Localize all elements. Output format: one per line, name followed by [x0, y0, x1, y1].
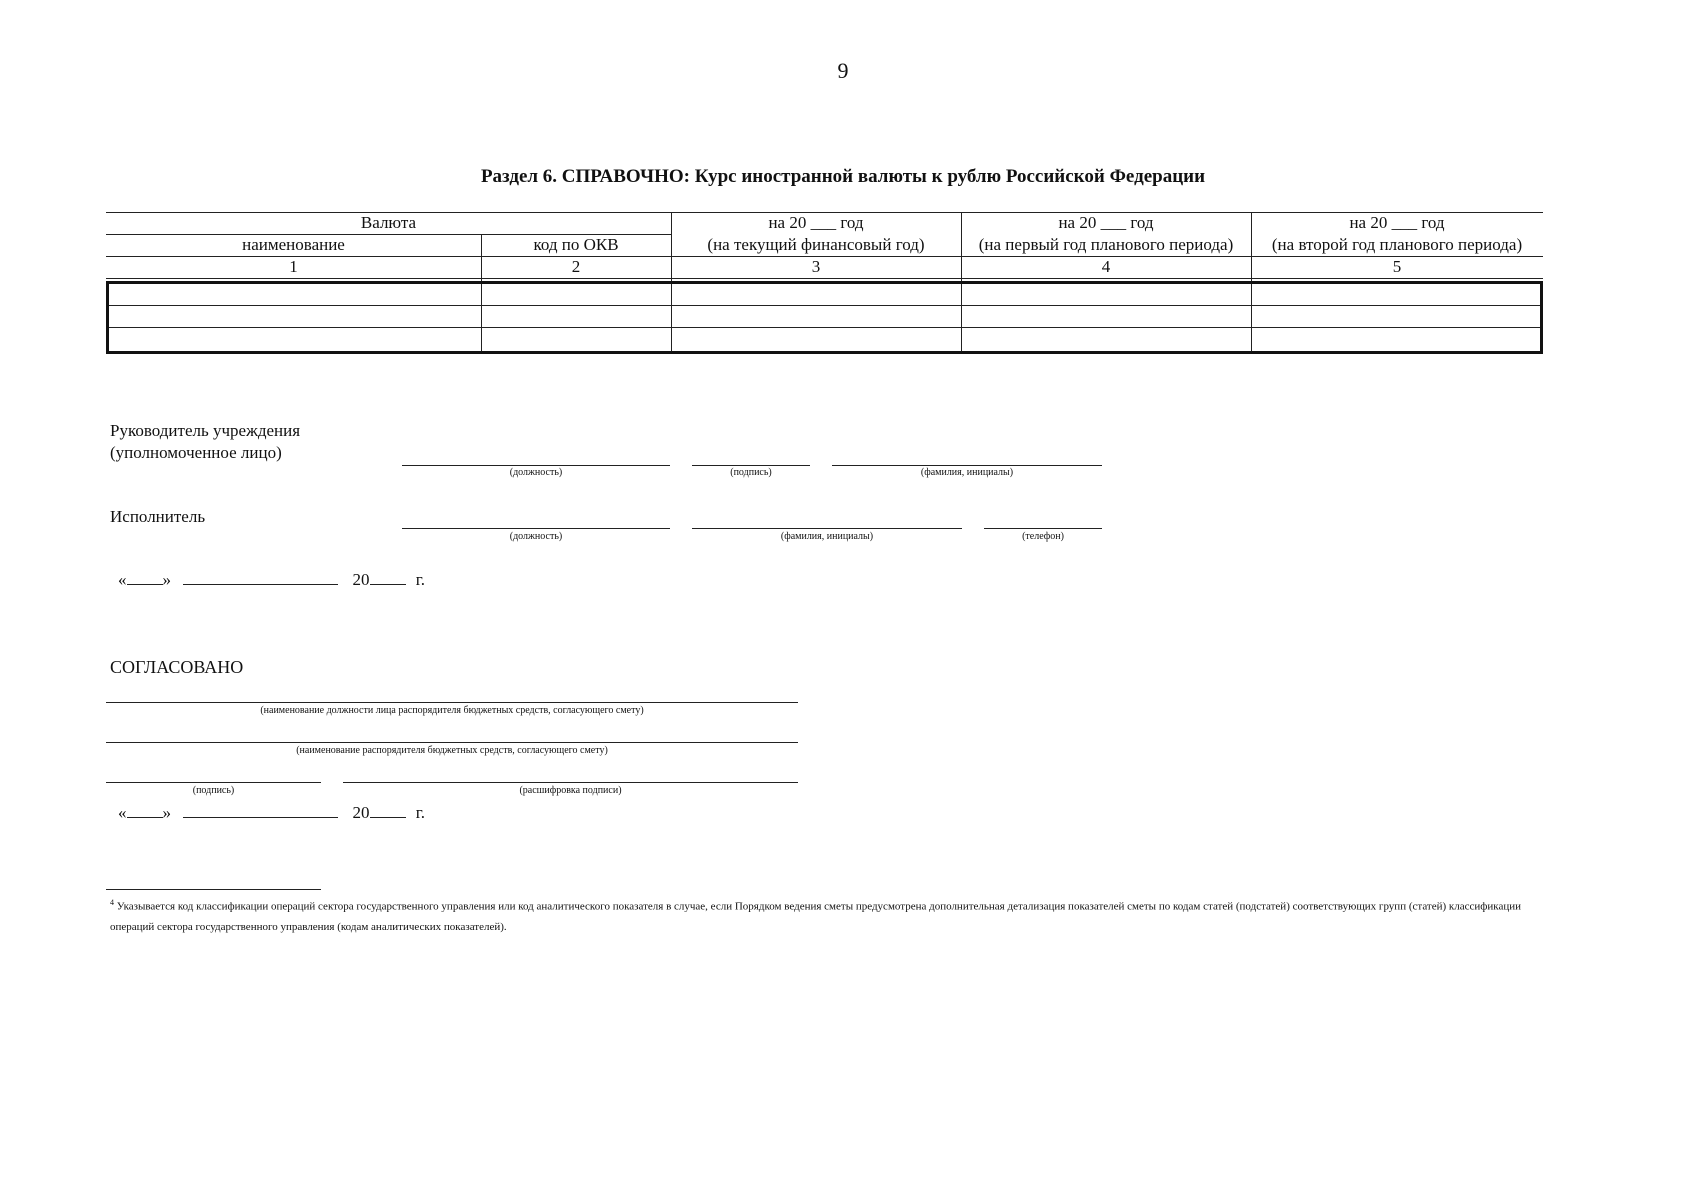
table-row: [109, 327, 1540, 328]
executor-name-caption: (фамилия, инициалы): [780, 531, 874, 542]
head-label: Руководитель учреждения (уполномоченное лицо): [110, 421, 301, 462]
footnote-marker: 4: [110, 898, 114, 907]
head-signature-caption: (подпись): [730, 467, 772, 478]
table-row: [109, 305, 1540, 306]
col-header-name: наименование: [242, 235, 345, 254]
col4-header-year: на 20 ___ год: [1058, 213, 1154, 232]
footnote-separator: [106, 889, 321, 890]
approved-date-line: « » 20 г.: [118, 803, 426, 822]
page-number: 9: [837, 58, 849, 83]
col-header-code: код по ОКВ: [533, 235, 619, 254]
approved-official-position-caption: (наименование должности лица распорядителя бюджетных средств, согласующего смету): [260, 705, 644, 716]
head-position-caption: (должность): [509, 467, 563, 478]
col3-header-desc: (на текущий финансовый год): [707, 235, 925, 254]
col-number-4: 4: [1101, 257, 1111, 276]
col4-header-desc: (на первый год планового периода): [978, 235, 1234, 254]
footnote: [110, 893, 1530, 937]
date-line: « » 20 г.: [118, 570, 426, 589]
executor-label: Исполнитель: [110, 507, 206, 526]
col-number-5: 5: [1392, 257, 1402, 276]
footnote-text: Указывается код классификации операций сектора государственного управления или код аналитического показателя в случае, если Порядком ведения сметы предусмотрена дополнительная детализация показателей сметы по кодам статей (подстатей) соответствующих групп (статей) классификации операций сектора государственного управления (кодам аналитических показателей).: [110, 900, 1522, 933]
head-name-caption: (фамилия, инициалы): [920, 467, 1014, 478]
section-title: Раздел 6. СПРАВОЧНО: Курс иностранной валюты к рублю Российской Федерации: [480, 166, 1206, 187]
executor-phone-caption: (телефон): [1022, 531, 1064, 542]
col5-header-year: на 20 ___ год: [1349, 213, 1445, 232]
executor-position-caption: (должность): [509, 531, 563, 542]
col3-header-year: на 20 ___ год: [768, 213, 864, 232]
approved-official-name-caption: (наименование распорядителя бюджетных средств, согласующего смету): [296, 745, 608, 756]
approved-signature-caption: (подпись): [192, 785, 235, 796]
col-number-1: 1: [289, 257, 298, 276]
approved-heading: СОГЛАСОВАНО: [110, 657, 244, 677]
col-number-2: 2: [571, 257, 581, 276]
currency-group-header: Валюта: [360, 213, 417, 232]
approved-signature-decode-caption: (расшифровка подписи): [519, 785, 622, 796]
table-body: [106, 281, 1543, 354]
col-number-3: 3: [811, 257, 821, 276]
col5-header-desc: (на второй год планового периода): [1271, 235, 1523, 254]
